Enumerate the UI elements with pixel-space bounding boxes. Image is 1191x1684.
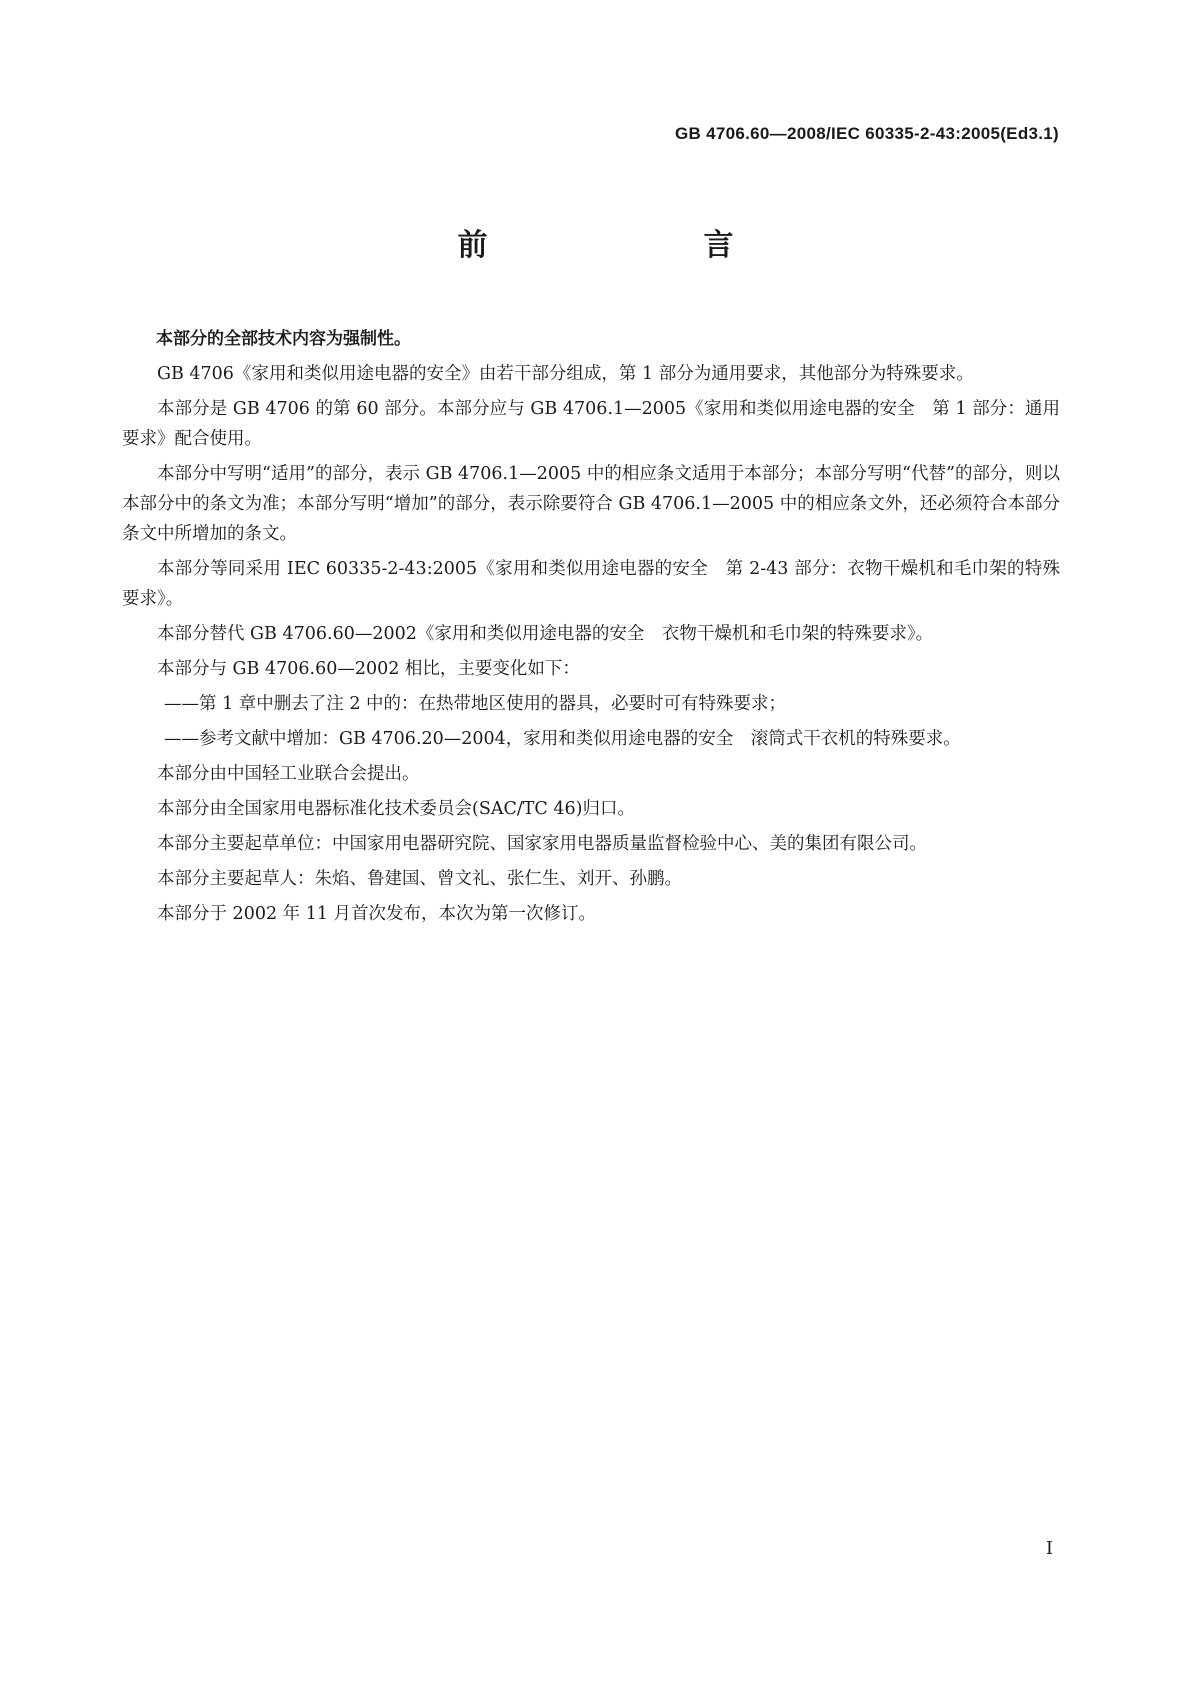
paragraph-drafting-units: 本部分主要起草单位：中国家用电器研究院、国家家用电器质量监督检验中心、美的集团有限公司。 xyxy=(157,834,927,854)
page-number: I xyxy=(1045,1538,1053,1559)
paragraph-committee: 本部分由全国家用电器标准化技术委员会(SAC/TC 46)归口。 xyxy=(157,799,635,819)
paragraph-proposer: 本部分由中国轻工业联合会提出。 xyxy=(157,764,420,784)
foreword-body xyxy=(122,324,1060,934)
standard-code-header: GB 4706.60—2008/IEC 60335-2-43:2005(Ed3.1) xyxy=(675,124,1059,143)
change-list-item: ——第 1 章中删去了注 2 中的：在热带地区使用的器具，必要时可有特殊要求； xyxy=(164,694,787,714)
paragraph-history: 本部分于 2002 年 11 月首次发布，本次为第一次修订。 xyxy=(157,904,597,924)
paragraph-part-number: 本部分是 GB 4706 的第 60 部分。本部分应与 GB 4706.1—2005《家用和类似用途电器的安全 第 1 部分：通用要求》配合使用。 xyxy=(122,399,1060,449)
paragraph-drafters: 本部分主要起草人：朱焰、鲁建国、曾文礼、张仁生、刘开、孙鹏。 xyxy=(157,869,682,889)
paragraph-usage-rules: 本部分中写明“适用”的部分，表示 GB 4706.1—2005 中的相应条文适用于本部分；本部分写明“代替”的部分，则以本部分中的条文为准；本部分写明“增加”的部分，表示除要符合 GB 4706.1—2005 中的相应条文外，还必须符合本部分条文中所增加的条文。 xyxy=(122,464,1060,544)
paragraph-changes-intro: 本部分与 GB 4706.60—2002 相比，主要变化如下： xyxy=(157,659,580,679)
paragraph-equivalence: 本部分等同采用 IEC 60335-2-43:2005《家用和类似用途电器的安全 第 2-43 部分：衣物干燥机和毛巾架的特殊要求》。 xyxy=(122,559,1060,609)
paragraph-replacement: 本部分替代 GB 4706.60—2002《家用和类似用途电器的安全 衣物干燥机和毛巾架的特殊要求》。 xyxy=(157,624,934,644)
page-title: 前 言 xyxy=(457,228,786,263)
change-list-item: ——参考文献中增加：GB 4706.20—2004，家用和类似用途电器的安全 滚筒式干衣机的特殊要求。 xyxy=(164,729,961,749)
paragraph-structure: GB 4706《家用和类似用途电器的安全》由若干部分组成，第 1 部分为通用要求，其他部分为特殊要求。 xyxy=(157,364,974,384)
mandatory-statement: 本部分的全部技术内容为强制性。 xyxy=(156,329,411,349)
